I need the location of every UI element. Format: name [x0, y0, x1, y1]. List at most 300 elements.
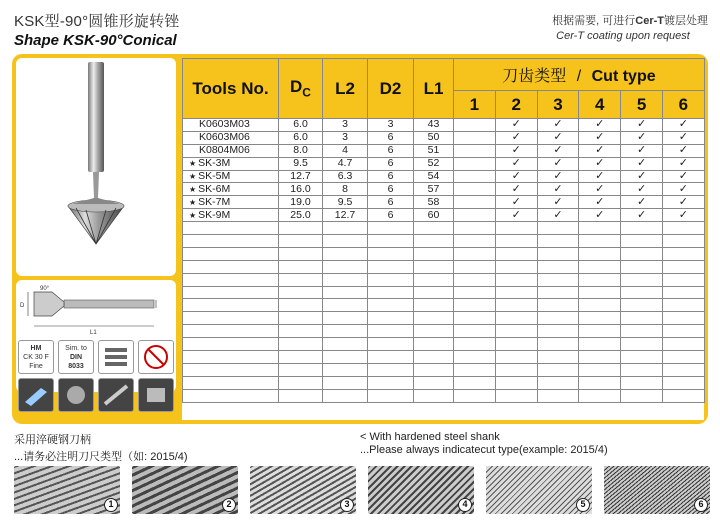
cut-type-1-image	[14, 466, 120, 514]
cut-type-check	[454, 273, 496, 286]
cell-l1	[414, 286, 454, 299]
cut-type-check	[662, 299, 704, 312]
cell-dc	[279, 389, 323, 402]
header-cut-2: 2	[495, 91, 537, 119]
cell-l2: 8	[323, 183, 368, 196]
cut-type-check	[495, 376, 537, 389]
cut-type-check: ✓	[662, 119, 704, 132]
cut-type-check	[537, 260, 579, 273]
cut-type-check	[495, 260, 537, 273]
table-row	[183, 119, 705, 132]
cut-type-check	[454, 144, 496, 157]
cell-tools-no	[183, 183, 279, 196]
cell-l2	[323, 338, 368, 351]
cell-l1	[414, 325, 454, 338]
cut-type-check	[537, 286, 579, 299]
cut-type-check	[454, 247, 496, 260]
cell-l2	[323, 325, 368, 338]
cell-tools-no	[183, 157, 279, 170]
cut-type-check: ✓	[579, 196, 621, 209]
cell-dc	[279, 363, 323, 376]
cell-tools-no	[183, 170, 279, 183]
din-standard-icon: Sim. to DIN 8033	[58, 340, 94, 374]
cut-type-check	[662, 312, 704, 325]
cell-d2	[368, 222, 414, 235]
cell-tools-no	[183, 247, 279, 260]
star-icon: ★	[189, 197, 197, 207]
cut-type-check	[662, 338, 704, 351]
tool-number: SK-9M	[198, 208, 231, 221]
cell-dc: 8.0	[279, 144, 323, 157]
cell-l2	[323, 363, 368, 376]
cell-tools-no	[183, 325, 279, 338]
cell-l1	[414, 351, 454, 364]
footer-note-en: < With hardened steel shank ...Please always indicatecut type(example: 2015/4)	[360, 431, 608, 456]
tool-number: K0603M03	[199, 118, 250, 131]
cut-type-check: ✓	[495, 209, 537, 222]
cut-type-check: ✓	[579, 144, 621, 157]
table-row	[183, 209, 705, 222]
table-row	[183, 260, 705, 273]
cut-type-check: ✓	[537, 157, 579, 170]
cell-dc: 19.0	[279, 196, 323, 209]
table-row	[183, 196, 705, 209]
cut-type-2-image	[132, 466, 238, 514]
cell-l2: 3	[323, 119, 368, 132]
spec-table	[182, 58, 705, 403]
cut-type-check: ✓	[621, 209, 663, 222]
cell-l1	[414, 389, 454, 402]
cell-dc	[279, 351, 323, 364]
cut-type-check: ✓	[579, 209, 621, 222]
cell-tools-no	[183, 235, 279, 248]
svg-text:D: D	[20, 303, 25, 309]
cell-l1: 60	[414, 209, 454, 222]
cell-dc: 6.0	[279, 119, 323, 132]
cut-type-check	[621, 312, 663, 325]
cell-dc	[279, 222, 323, 235]
cell-d2: 6	[368, 209, 414, 222]
cell-d2	[368, 325, 414, 338]
cell-d2	[368, 247, 414, 260]
cell-d2	[368, 312, 414, 325]
cell-tools-no	[183, 312, 279, 325]
cut-type-check: ✓	[495, 144, 537, 157]
cut-type-check	[579, 235, 621, 248]
cell-l2: 12.7	[323, 209, 368, 222]
conical-burr-icon	[16, 58, 176, 276]
cut-type-check	[579, 363, 621, 376]
cut-type-check	[537, 273, 579, 286]
table-row	[183, 351, 705, 364]
cut-type-check	[621, 351, 663, 364]
header-cut-4: 4	[579, 91, 621, 119]
cell-d2	[368, 351, 414, 364]
cut-type-check	[579, 389, 621, 402]
cut-type-check	[495, 286, 537, 299]
cell-tools-no	[183, 363, 279, 376]
coating-note-en: Cer-T coating upon request	[556, 30, 690, 42]
cell-tools-no	[183, 286, 279, 299]
cut-type-check	[662, 363, 704, 376]
cut-type-check: ✓	[621, 131, 663, 144]
cell-l2: 9.5	[323, 196, 368, 209]
header-tools-no: Tools No.	[183, 59, 279, 119]
cell-d2	[368, 363, 414, 376]
cut-type-check: ✓	[537, 183, 579, 196]
cut-type-check	[579, 351, 621, 364]
cut-type-check: ✓	[537, 196, 579, 209]
cell-l1	[414, 376, 454, 389]
cut-type-check: ✓	[537, 119, 579, 132]
cut-type-check	[454, 338, 496, 351]
header-l2: L2	[323, 59, 368, 119]
cut-type-check	[621, 235, 663, 248]
table-row	[183, 157, 705, 170]
cut-type-check: ✓	[579, 131, 621, 144]
cut-number-badge: 5	[576, 498, 590, 512]
cut-type-check: ✓	[495, 119, 537, 132]
tool-number: SK-5M	[198, 170, 231, 182]
cell-d2	[368, 299, 414, 312]
cut-type-check	[662, 286, 704, 299]
cut-type-check	[621, 338, 663, 351]
cut-type-check	[537, 247, 579, 260]
cut-type-check	[454, 170, 496, 183]
table-row	[183, 183, 705, 196]
cut-type-check	[537, 338, 579, 351]
table-row	[183, 170, 705, 183]
cut-type-check: ✓	[495, 196, 537, 209]
cut-type-check	[537, 363, 579, 376]
header-cut-6: 6	[662, 91, 704, 119]
cell-tools-no	[183, 196, 279, 209]
cell-dc: 16.0	[279, 183, 323, 196]
cell-l1	[414, 312, 454, 325]
table-row	[183, 144, 705, 157]
cell-l2	[323, 260, 368, 273]
header-cut-5: 5	[621, 91, 663, 119]
cut-type-check	[454, 286, 496, 299]
cut-type-check	[454, 325, 496, 338]
coating-note-cn: 根据需要, 可进行Cer-T镀层处理	[552, 15, 708, 27]
tool-number: SK-6M	[198, 182, 231, 195]
cut-type-check	[662, 235, 704, 248]
cut-type-check	[454, 312, 496, 325]
cell-d2	[368, 273, 414, 286]
cell-l2	[323, 312, 368, 325]
header-cut-1: 1	[454, 91, 496, 119]
cell-tools-no	[183, 299, 279, 312]
cut-type-check: ✓	[662, 144, 704, 157]
cell-dc: 6.0	[279, 131, 323, 144]
cut-type-check	[495, 235, 537, 248]
cut-type-check	[579, 260, 621, 273]
cut-type-check	[579, 338, 621, 351]
cell-d2	[368, 338, 414, 351]
cut-type-check	[454, 260, 496, 273]
cell-l2	[323, 247, 368, 260]
cell-l1	[414, 299, 454, 312]
cell-tools-no	[183, 144, 279, 157]
tool-number: K0603M06	[199, 131, 250, 144]
grinding-icon-2	[98, 378, 134, 412]
cut-type-6-image	[604, 466, 710, 514]
title-chinese: KSK型-90°圆锥形旋转锉	[14, 13, 180, 30]
cut-type-check: ✓	[621, 183, 663, 196]
cut-number-badge: 6	[694, 498, 708, 512]
cell-l1	[414, 235, 454, 248]
cut-type-check	[495, 338, 537, 351]
cut-type-check: ✓	[537, 209, 579, 222]
table-row	[183, 286, 705, 299]
cut-type-check	[662, 247, 704, 260]
cut-type-check	[621, 247, 663, 260]
cell-tools-no	[183, 222, 279, 235]
cell-dc	[279, 312, 323, 325]
cut-type-check	[454, 131, 496, 144]
cut-type-check	[579, 376, 621, 389]
cell-l2	[323, 299, 368, 312]
cut-type-check	[662, 376, 704, 389]
cut-number-badge: 4	[458, 498, 472, 512]
cut-type-check	[537, 299, 579, 312]
cell-tools-no	[183, 273, 279, 286]
cell-l2	[323, 286, 368, 299]
cut-type-check	[495, 273, 537, 286]
cut-type-check	[495, 312, 537, 325]
table-row	[183, 131, 705, 144]
cell-d2	[368, 286, 414, 299]
tool-number: SK-3M	[198, 157, 231, 170]
cell-d2: 6	[368, 144, 414, 157]
cell-d2: 6	[368, 131, 414, 144]
star-icon: ★	[189, 172, 197, 181]
cut-type-check	[454, 235, 496, 248]
cell-d2: 6	[368, 157, 414, 170]
cut-type-check: ✓	[662, 170, 704, 183]
cut-type-check	[579, 222, 621, 235]
cut-type-check: ✓	[537, 144, 579, 157]
cut-type-check	[662, 260, 704, 273]
cut-number-badge: 3	[340, 498, 354, 512]
cell-tools-no	[183, 131, 279, 144]
cut-type-check	[579, 286, 621, 299]
l1-label: L1	[90, 330, 97, 336]
cell-dc	[279, 247, 323, 260]
cut-type-check	[454, 299, 496, 312]
cut-type-check: ✓	[579, 183, 621, 196]
cut-type-check	[579, 312, 621, 325]
cut-type-check	[579, 247, 621, 260]
header-cut-type: 刀齿类型 / Cut type	[454, 59, 705, 91]
cell-l1: 51	[414, 144, 454, 157]
coating-note	[552, 12, 708, 42]
tool-photo	[16, 58, 176, 276]
table-body	[183, 119, 705, 403]
cut-type-check	[579, 299, 621, 312]
cut-type-3-image	[250, 466, 356, 514]
cell-l1	[414, 338, 454, 351]
cut-type-check	[621, 376, 663, 389]
page-header	[14, 10, 180, 49]
cut-type-4-image	[368, 466, 474, 514]
header-cut-3: 3	[537, 91, 579, 119]
cut-type-check	[537, 389, 579, 402]
cell-l2	[323, 273, 368, 286]
table-row	[183, 338, 705, 351]
cut-type-check	[662, 273, 704, 286]
cut-type-check	[621, 299, 663, 312]
cell-dc	[279, 273, 323, 286]
cut-type-check	[454, 222, 496, 235]
cut-type-check	[495, 222, 537, 235]
cell-d2	[368, 376, 414, 389]
cut-type-check	[537, 325, 579, 338]
cut-number-badge: 2	[222, 498, 236, 512]
cut-type-check: ✓	[495, 157, 537, 170]
cell-l1: 52	[414, 157, 454, 170]
cell-dc	[279, 376, 323, 389]
cut-type-check	[579, 325, 621, 338]
cell-l2: 4.7	[323, 157, 368, 170]
cut-type-check: ✓	[495, 131, 537, 144]
table-row	[183, 222, 705, 235]
grinding-icon-1	[58, 378, 94, 412]
cell-l2	[323, 389, 368, 402]
cut-type-check	[495, 351, 537, 364]
table-row	[183, 273, 705, 286]
cell-tools-no	[183, 260, 279, 273]
cell-d2: 3	[368, 119, 414, 132]
cut-type-check: ✓	[662, 157, 704, 170]
cut-type-check: ✓	[662, 131, 704, 144]
cell-l1	[414, 247, 454, 260]
cell-dc	[279, 286, 323, 299]
header-dc: $D_C$	[279, 59, 323, 119]
cell-l2	[323, 222, 368, 235]
cut-type-check: ✓	[662, 196, 704, 209]
cut-type-check: ✓	[495, 183, 537, 196]
cut-type-check	[621, 273, 663, 286]
cut-type-check	[454, 351, 496, 364]
cut-type-check	[454, 209, 496, 222]
cell-d2	[368, 260, 414, 273]
cell-tools-no	[183, 351, 279, 364]
hm-material-icon: HM CK 30 F Fine	[18, 340, 54, 374]
cut-type-check	[454, 196, 496, 209]
cut-type-check	[495, 389, 537, 402]
cell-l1	[414, 273, 454, 286]
cut-type-check	[537, 351, 579, 364]
cut-type-check: ✓	[621, 157, 663, 170]
cell-d2	[368, 389, 414, 402]
cut-type-check	[537, 312, 579, 325]
tool-number: SK-7M	[198, 195, 231, 208]
cut-type-check	[621, 222, 663, 235]
cut-type-check	[454, 183, 496, 196]
cut-type-check: ✓	[579, 170, 621, 183]
cut-type-check	[579, 273, 621, 286]
spec-icons	[18, 340, 174, 414]
spec-table-wrapper	[182, 58, 704, 420]
cut-type-check: ✓	[621, 196, 663, 209]
cell-l2: 6.3	[323, 170, 368, 183]
cut-type-check	[537, 235, 579, 248]
cut-number-badge: 1	[104, 498, 118, 512]
cut-type-check	[537, 222, 579, 235]
cut-type-check	[662, 325, 704, 338]
cut-type-check	[454, 389, 496, 402]
cell-d2: 6	[368, 183, 414, 196]
cell-dc	[279, 338, 323, 351]
cell-d2: 6	[368, 170, 414, 183]
spray-icon	[18, 378, 54, 412]
cell-dc	[279, 260, 323, 273]
cut-type-check: ✓	[537, 131, 579, 144]
cell-l2	[323, 351, 368, 364]
cut-type-check	[621, 286, 663, 299]
table-row	[183, 389, 705, 402]
cut-type-check	[662, 389, 704, 402]
cell-l2	[323, 376, 368, 389]
cell-l2	[323, 235, 368, 248]
cell-l1: 54	[414, 170, 454, 183]
no-use-icon	[138, 340, 174, 374]
cell-tools-no	[183, 119, 279, 132]
cell-dc: 12.7	[279, 170, 323, 183]
table-row	[183, 325, 705, 338]
cut-type-check	[537, 376, 579, 389]
cell-l1	[414, 260, 454, 273]
cell-l1	[414, 363, 454, 376]
cell-l2: 3	[323, 131, 368, 144]
cut-type-check: ✓	[621, 119, 663, 132]
cut-type-check: ✓	[579, 157, 621, 170]
tool-number: K0804M06	[199, 144, 250, 157]
cut-type-check	[621, 389, 663, 402]
cell-tools-no	[183, 209, 279, 222]
cut-type-check	[621, 363, 663, 376]
angle-label: 90°	[40, 286, 50, 292]
cut-type-check	[454, 376, 496, 389]
cut-type-check	[495, 299, 537, 312]
cell-dc: 9.5	[279, 157, 323, 170]
cell-dc: 25.0	[279, 209, 323, 222]
cut-type-check	[454, 157, 496, 170]
cut-type-check: ✓	[579, 119, 621, 132]
cut-type-check	[621, 260, 663, 273]
cut-type-5-image	[486, 466, 592, 514]
star-icon: ★	[189, 184, 197, 194]
cut-type-check: ✓	[662, 209, 704, 222]
cell-dc	[279, 325, 323, 338]
application-icon	[98, 340, 134, 374]
cut-type-check	[454, 363, 496, 376]
cut-type-check: ✓	[621, 170, 663, 183]
cell-d2	[368, 235, 414, 248]
cut-type-check: ✓	[621, 144, 663, 157]
cut-type-check	[454, 119, 496, 132]
cell-l1: 58	[414, 196, 454, 209]
table-row	[183, 247, 705, 260]
cell-l1: 57	[414, 183, 454, 196]
footer-note-cn: 采用淬硬钢刀柄 ...请务必注明刀尺类型（如: 2015/4)	[14, 434, 188, 463]
cut-type-check	[662, 351, 704, 364]
cell-l1: 50	[414, 131, 454, 144]
star-icon: ★	[189, 210, 197, 220]
header-d2: D2	[368, 59, 414, 119]
